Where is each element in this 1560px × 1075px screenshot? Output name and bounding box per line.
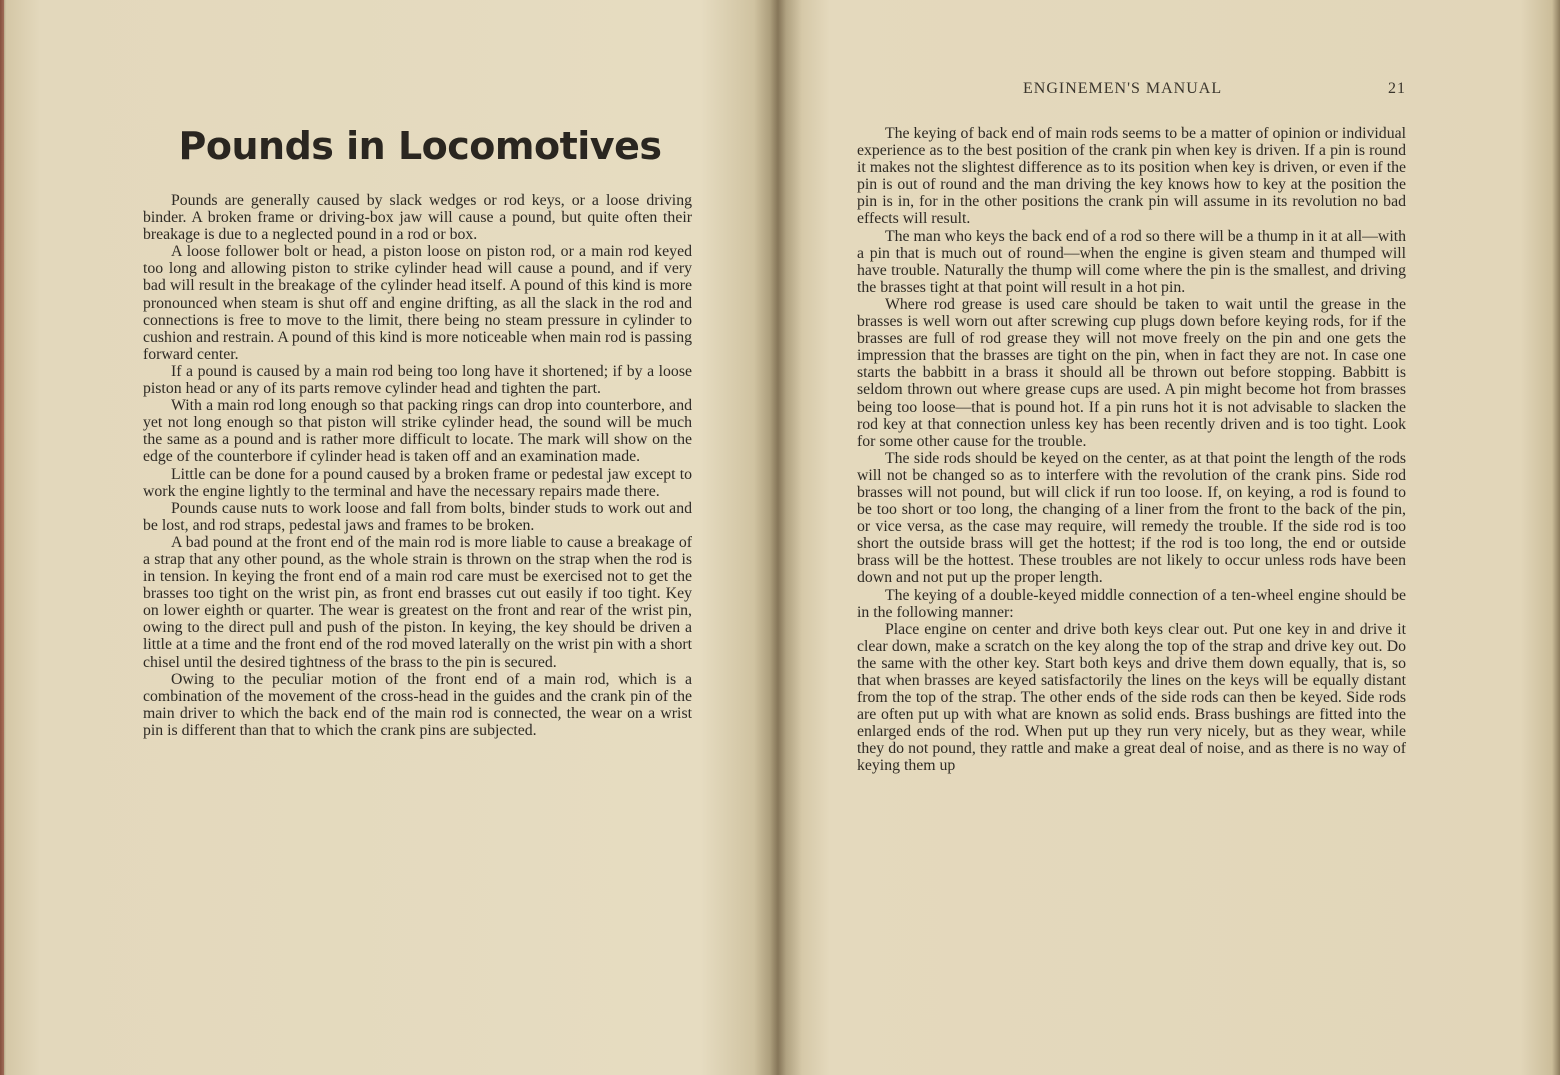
page-number: 21 xyxy=(1388,80,1406,97)
paragraph: Owing to the peculiar motion of the front end of a main rod, which is a combination of the movement of the cross-head in the guides and the crank pin of the main driver to which the back end of the main rod is connected, the wear on a wrist pin is different than that to which the crank pins are subjected. xyxy=(143,670,692,739)
right-body-text xyxy=(857,125,1406,775)
paragraph: The keying of a double-keyed middle connection of a ten-wheel engine should be in the following manner: xyxy=(857,586,1406,621)
running-head xyxy=(858,80,1406,102)
paragraph: Pounds cause nuts to work loose and fall from bolts, binder studs to work out and be lost, and rod straps, pedestal jaws and frames to be broken. xyxy=(143,499,692,534)
paragraph: If a pound is caused by a main rod being too long have it shortened; if by a loose piston head or any of its parts remove cylinder head and tighten the part. xyxy=(143,362,692,398)
paragraph: With a main rod long enough so that packing rings can drop into counterbore, and yet not long enough so that piston will strike cylinder head, the sound will be much the same as a pound and is rather more difficult to locate. The mark will show on the edge of the counterbore if cylinder head is taken off and an examination made. xyxy=(143,397,692,466)
chapter-title: Pounds in Locomotives xyxy=(178,124,662,168)
left-page xyxy=(0,0,778,1075)
cover-edge xyxy=(0,0,4,1075)
paragraph: Where rod grease is used care should be taken to wait until the grease in the brasses is well worn out after screwing cup plugs down before keying rods, for if the brasses are full of rod grease they will not move freely on the pin and one gets the impression that the brasses are tight on the pin, when in fact they are not. In case one starts the babbitt in a brass it should all be thrown out before stopping. Babbitt is seldom thrown out where grease cups are used. A pin might become hot from brasses being too loose—that is pound hot. If a pin runs hot it is not advisable to slacken the rod key at that connection unless key has been recently driven and is too tight. Look for some other cause for the trouble. xyxy=(857,295,1406,450)
paragraph: Little can be done for a pound caused by a broken frame or pedestal jaw except to work the engine lightly to the terminal and have the necessary repairs made there. xyxy=(143,465,692,500)
paragraph: The keying of back end of main rods seems to be a matter of opinion or individual experience as to the best position of the crank pin when key is driven. If a pin is round it makes not the slightest difference as to its position when key is driven, or even if the pin is out of round and the man driving the key knows how to key at the position the pin is in, for in the other positions the crank pin will assume in its revolution no bad effects will result. xyxy=(857,125,1406,228)
paragraph: A loose follower bolt or head, a piston loose on piston rod, or a main rod keyed too long and allowing piston to strike cylinder head will cause a pound, and if very bad will result in the breakage of the cylinder head itself. A pound of this kind is more pronounced when steam is shut off and engine drifting, as all the slack in the rod and connections is free to move to the limit, there being no steam pressure in cylinder to cushion and restrain. A pound of this kind is more noticeable when main rod is passing forward center. xyxy=(143,243,692,363)
paragraph: The man who keys the back end of a rod so there will be a thump in it at all—with a pin that is much out of round—when the engine is given steam and thumped will have trouble. Naturally the thump will come where the pin is the smallest, and driving the brasses tight at that point will result in a hot pin. xyxy=(857,227,1406,296)
paragraph: The side rods should be keyed on the center, as at that point the length of the rods will not be changed so as to interfere with the revolution of the crank pins. Side rod brasses will not pound, but will click if run too loose. If, on keying, a rod is found to be too short or too long, the changing of a liner from the front to the back of the pin, or vice versa, as the case may require, will remedy the trouble. If the side rod is too short the outside brass will get the hottest; if the rod is too long, the end or outside brass will be the hottest. These troubles are not likely to occur unless rods have been down and not put up the proper length. xyxy=(857,449,1406,587)
gutter-shadow-left xyxy=(754,0,778,1075)
paragraph: A bad pound at the front end of the main rod is more liable to cause a breakage of a strap that any other pound, as the whole strain is thrown on the strap when the rod is in tension. In keying the front end of a main rod care must be exercised not to get the brasses too tight on the wrist pin, as front end brasses cut out easily if too tight. Key on lower eighth or quarter. The wear is greatest on the front and rear of the wrist pin, owing to the direct pull and push of the piston. In keying, the key should be driven a little at a time and the front end of the rod moved laterally on the wrist pin with a short chisel until the desired tightness of the brass to the pin is secured. xyxy=(143,533,692,671)
right-page xyxy=(778,0,1560,1075)
left-body-text xyxy=(143,192,692,739)
gutter-shadow-right xyxy=(778,0,802,1075)
paragraph: Pounds are generally caused by slack wedges or rod keys, or a loose driving binder. A broken frame or driving-box jaw will cause a pound, but quite often their breakage is due to a neglected pound in a rod or box. xyxy=(143,192,692,244)
running-head-title: ENGINEMEN'S MANUAL xyxy=(1023,80,1223,97)
paragraph: Place engine on center and drive both keys clear out. Put one key in and drive it clear down, make a scratch on the key along the top of the strap and drive key out. Do the same with the other key. Start both keys and drive them down equally, that is, so that when brasses are keyed satisfactorily the lines on the keys will be equally distant from the top of the strap. The other ends of the side rods can then be keyed. Side rods are often put up with what are known as solid ends. Brass bushings are fitted into the enlarged ends of the rod. When put up they run very nicely, but as they wear, while they do not pound, they rattle and make a great deal of noise, and as there is no way of keying them up xyxy=(857,620,1406,775)
